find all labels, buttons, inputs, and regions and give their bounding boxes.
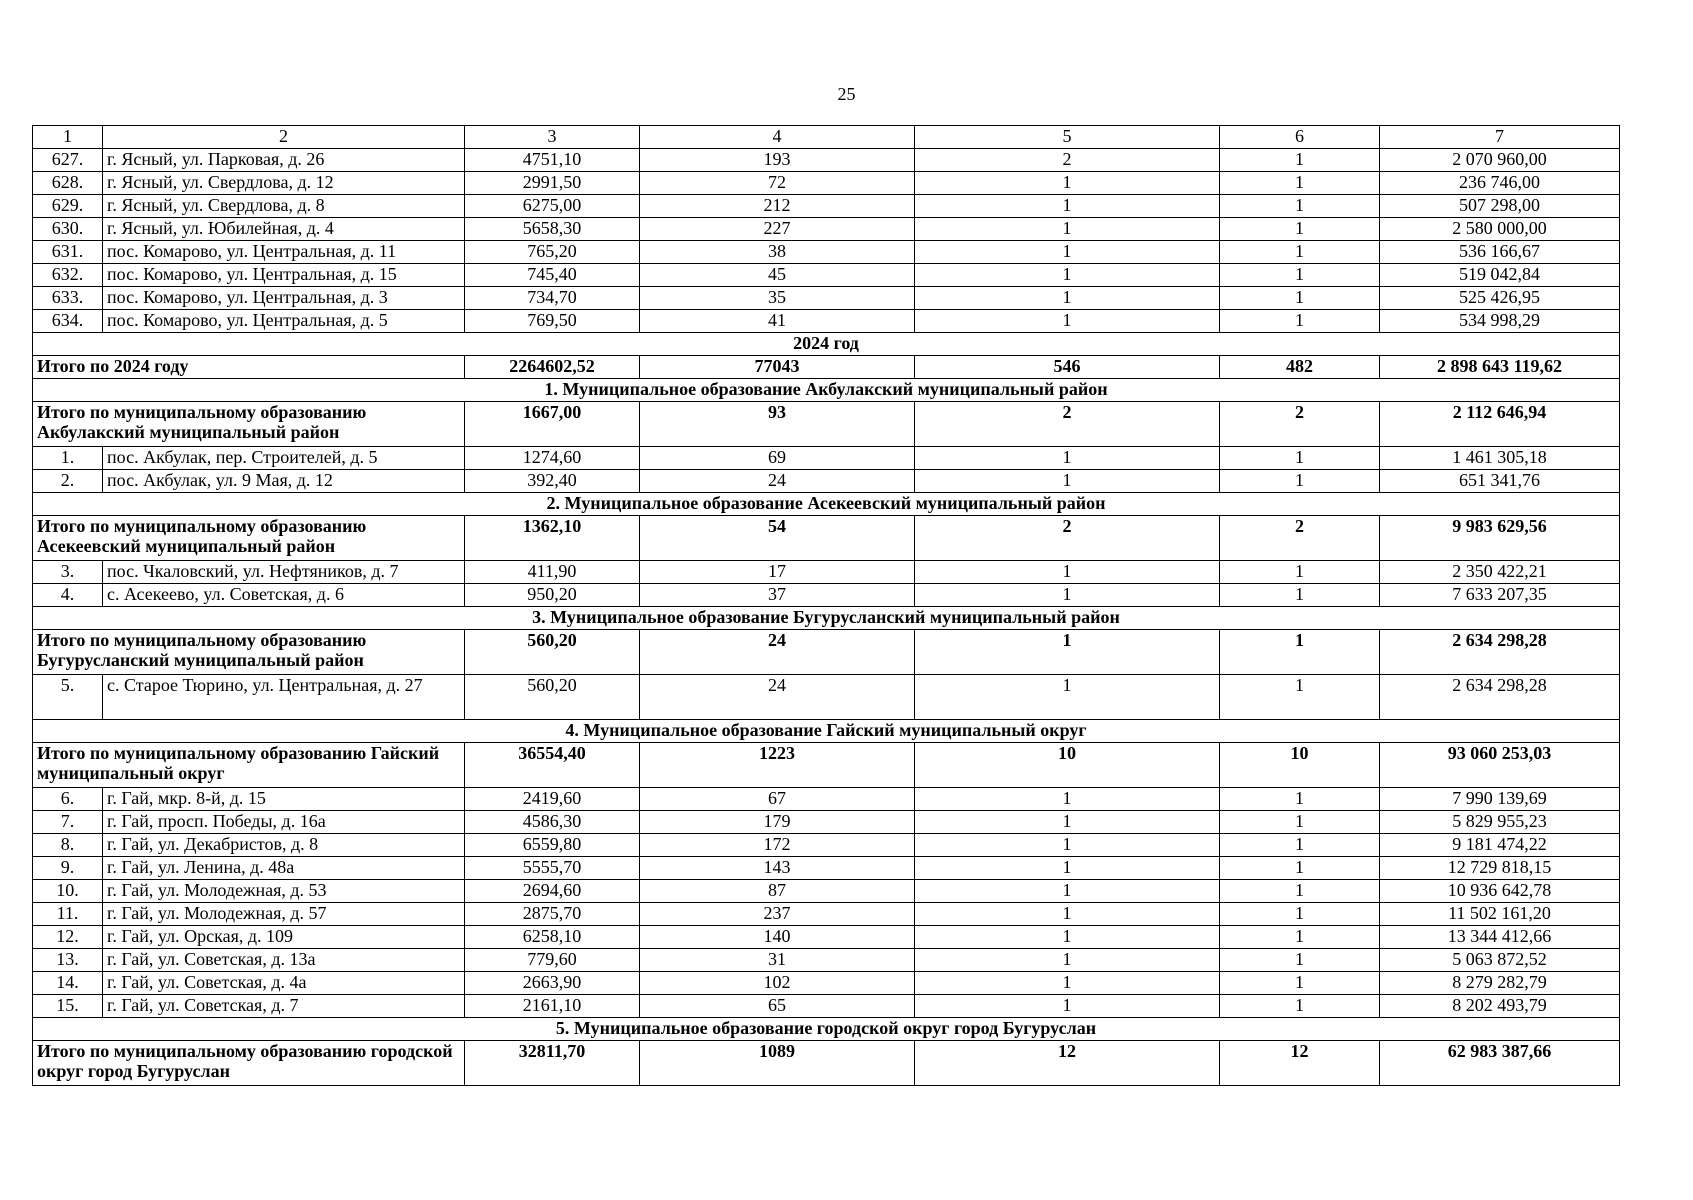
count-cell: 1 <box>1220 241 1380 264</box>
address-cell: пос. Чкаловский, ул. Нефтяников, д. 7 <box>103 561 465 584</box>
address-cell: г. Гай, ул. Советская, д. 7 <box>103 995 465 1018</box>
row-number: 632. <box>33 264 103 287</box>
amount-cell: 2 634 298,28 <box>1380 630 1620 675</box>
count-cell: 1 <box>1220 880 1380 903</box>
area-cell: 765,20 <box>465 241 640 264</box>
table-row <box>33 857 1620 880</box>
subtotal-label: Итого по 2024 году <box>33 356 465 379</box>
count-cell: 1 <box>1220 310 1380 333</box>
row-number: 8. <box>33 834 103 857</box>
residents-cell: 41 <box>640 310 915 333</box>
area-cell: 32811,70 <box>465 1041 640 1086</box>
table-body <box>33 126 1620 1086</box>
address-cell: г. Гай, ул. Молодежная, д. 57 <box>103 903 465 926</box>
residents-cell: 17 <box>640 561 915 584</box>
count-cell: 1 <box>1220 857 1380 880</box>
area-cell: 4751,10 <box>465 149 640 172</box>
area-cell: 2694,60 <box>465 880 640 903</box>
houses-cell: 1 <box>915 788 1220 811</box>
houses-cell: 1 <box>915 264 1220 287</box>
amount-cell: 1 461 305,18 <box>1380 447 1620 470</box>
amount-cell: 536 166,67 <box>1380 241 1620 264</box>
area-cell: 4586,30 <box>465 811 640 834</box>
residents-cell: 69 <box>640 447 915 470</box>
houses-cell: 1 <box>915 561 1220 584</box>
amount-cell: 2 112 646,94 <box>1380 402 1620 447</box>
row-number: 633. <box>33 287 103 310</box>
count-cell: 2 <box>1220 516 1380 561</box>
houses-cell: 2 <box>915 149 1220 172</box>
count-cell: 1 <box>1220 903 1380 926</box>
amount-cell: 8 202 493,79 <box>1380 995 1620 1018</box>
houses-cell: 1 <box>915 630 1220 675</box>
houses-cell: 1 <box>915 880 1220 903</box>
column-number: 6 <box>1220 126 1380 149</box>
houses-cell: 1 <box>915 903 1220 926</box>
count-cell: 1 <box>1220 584 1380 607</box>
row-number: 15. <box>33 995 103 1018</box>
subtotal-row <box>33 402 1620 447</box>
row-number: 1. <box>33 447 103 470</box>
count-cell: 1 <box>1220 811 1380 834</box>
amount-cell: 62 983 387,66 <box>1380 1041 1620 1086</box>
section-title: 5. Муниципальное образование городской округ город Бугуруслан <box>33 1018 1620 1041</box>
residents-cell: 24 <box>640 675 915 720</box>
amount-cell: 2 070 960,00 <box>1380 149 1620 172</box>
amount-cell: 8 279 282,79 <box>1380 972 1620 995</box>
count-cell: 1 <box>1220 995 1380 1018</box>
amount-cell: 651 341,76 <box>1380 470 1620 493</box>
subtotal-label: Итого по муниципальному образованию Асекеевский муниципальный район <box>33 516 465 561</box>
subtotal-row <box>33 356 1620 379</box>
houses-cell: 2 <box>915 402 1220 447</box>
area-cell: 2991,50 <box>465 172 640 195</box>
residents-cell: 38 <box>640 241 915 264</box>
houses-cell: 1 <box>915 675 1220 720</box>
area-cell: 6258,10 <box>465 926 640 949</box>
row-number: 627. <box>33 149 103 172</box>
subtotal-row <box>33 743 1620 788</box>
houses-cell: 1 <box>915 949 1220 972</box>
amount-cell: 9 181 474,22 <box>1380 834 1620 857</box>
area-cell: 6559,80 <box>465 834 640 857</box>
row-number: 628. <box>33 172 103 195</box>
table-row <box>33 675 1620 720</box>
section-title: 2024 год <box>33 333 1620 356</box>
residents-cell: 87 <box>640 880 915 903</box>
address-cell: г. Ясный, ул. Свердлова, д. 8 <box>103 195 465 218</box>
houses-cell: 1 <box>915 972 1220 995</box>
residents-cell: 237 <box>640 903 915 926</box>
table-row <box>33 195 1620 218</box>
subtotal-label: Итого по муниципальному образованию городской округ город Бугуруслан <box>33 1041 465 1086</box>
area-cell: 779,60 <box>465 949 640 972</box>
table-row <box>33 880 1620 903</box>
section-header-row <box>33 607 1620 630</box>
amount-cell: 7 990 139,69 <box>1380 788 1620 811</box>
address-cell: г. Гай, ул. Советская, д. 13а <box>103 949 465 972</box>
area-cell: 1362,10 <box>465 516 640 561</box>
amount-cell: 534 998,29 <box>1380 310 1620 333</box>
area-cell: 769,50 <box>465 310 640 333</box>
housing-table <box>32 125 1620 1086</box>
houses-cell: 1 <box>915 857 1220 880</box>
count-cell: 1 <box>1220 149 1380 172</box>
row-number: 9. <box>33 857 103 880</box>
residents-cell: 143 <box>640 857 915 880</box>
residents-cell: 193 <box>640 149 915 172</box>
table-row <box>33 561 1620 584</box>
row-number: 7. <box>33 811 103 834</box>
count-cell: 10 <box>1220 743 1380 788</box>
row-number: 629. <box>33 195 103 218</box>
residents-cell: 102 <box>640 972 915 995</box>
subtotal-row <box>33 630 1620 675</box>
amount-cell: 525 426,95 <box>1380 287 1620 310</box>
residents-cell: 24 <box>640 470 915 493</box>
count-cell: 1 <box>1220 972 1380 995</box>
area-cell: 392,40 <box>465 470 640 493</box>
houses-cell: 1 <box>915 287 1220 310</box>
address-cell: пос. Акбулак, ул. 9 Мая, д. 12 <box>103 470 465 493</box>
column-number: 5 <box>915 126 1220 149</box>
houses-cell: 1 <box>915 811 1220 834</box>
count-cell: 12 <box>1220 1041 1380 1086</box>
address-cell: с. Старое Тюрино, ул. Центральная, д. 27 <box>103 675 465 720</box>
table-row <box>33 949 1620 972</box>
amount-cell: 236 746,00 <box>1380 172 1620 195</box>
table-row <box>33 287 1620 310</box>
table-row <box>33 218 1620 241</box>
page-number: 25 <box>837 84 856 104</box>
amount-cell: 13 344 412,66 <box>1380 926 1620 949</box>
houses-cell: 1 <box>915 834 1220 857</box>
area-cell: 36554,40 <box>465 743 640 788</box>
section-header-row <box>33 493 1620 516</box>
residents-cell: 179 <box>640 811 915 834</box>
area-cell: 411,90 <box>465 561 640 584</box>
amount-cell: 9 983 629,56 <box>1380 516 1620 561</box>
table-row <box>33 584 1620 607</box>
section-title: 2. Муниципальное образование Асекеевский муниципальный район <box>33 493 1620 516</box>
count-cell: 1 <box>1220 949 1380 972</box>
address-cell: пос. Комарово, ул. Центральная, д. 5 <box>103 310 465 333</box>
houses-cell: 1 <box>915 241 1220 264</box>
row-number: 14. <box>33 972 103 995</box>
residents-cell: 140 <box>640 926 915 949</box>
residents-cell: 35 <box>640 287 915 310</box>
residents-cell: 1223 <box>640 743 915 788</box>
houses-cell: 1 <box>915 195 1220 218</box>
address-cell: г. Ясный, ул. Свердлова, д. 12 <box>103 172 465 195</box>
section-title: 1. Муниципальное образование Акбулакский муниципальный район <box>33 379 1620 402</box>
count-cell: 1 <box>1220 447 1380 470</box>
amount-cell: 10 936 642,78 <box>1380 880 1620 903</box>
table-row <box>33 995 1620 1018</box>
amount-cell: 93 060 253,03 <box>1380 743 1620 788</box>
count-cell: 1 <box>1220 926 1380 949</box>
table-row <box>33 149 1620 172</box>
column-number: 7 <box>1380 126 1620 149</box>
section-title: 4. Муниципальное образование Гайский муниципальный округ <box>33 720 1620 743</box>
houses-cell: 1 <box>915 172 1220 195</box>
row-number: 631. <box>33 241 103 264</box>
table-row <box>33 903 1620 926</box>
subtotal-label: Итого по муниципальному образованию Гайский муниципальный округ <box>33 743 465 788</box>
column-number: 3 <box>465 126 640 149</box>
area-cell: 2419,60 <box>465 788 640 811</box>
table-row <box>33 470 1620 493</box>
amount-cell: 2 634 298,28 <box>1380 675 1620 720</box>
houses-cell: 1 <box>915 470 1220 493</box>
houses-cell: 10 <box>915 743 1220 788</box>
table-row <box>33 972 1620 995</box>
amount-cell: 11 502 161,20 <box>1380 903 1620 926</box>
table-row <box>33 834 1620 857</box>
area-cell: 2663,90 <box>465 972 640 995</box>
row-number: 5. <box>33 675 103 720</box>
table-row <box>33 926 1620 949</box>
count-cell: 1 <box>1220 630 1380 675</box>
area-cell: 1274,60 <box>465 447 640 470</box>
residents-cell: 1089 <box>640 1041 915 1086</box>
count-cell: 1 <box>1220 675 1380 720</box>
residents-cell: 72 <box>640 172 915 195</box>
row-number: 13. <box>33 949 103 972</box>
table-row <box>33 788 1620 811</box>
subtotal-label: Итого по муниципальному образованию Бугурусланский муниципальный район <box>33 630 465 675</box>
count-cell: 1 <box>1220 470 1380 493</box>
table-row <box>33 811 1620 834</box>
address-cell: г. Ясный, ул. Парковая, д. 26 <box>103 149 465 172</box>
houses-cell: 1 <box>915 995 1220 1018</box>
table-row <box>33 310 1620 333</box>
count-cell: 482 <box>1220 356 1380 379</box>
row-number: 4. <box>33 584 103 607</box>
area-cell: 2875,70 <box>465 903 640 926</box>
column-number: 1 <box>33 126 103 149</box>
area-cell: 1667,00 <box>465 402 640 447</box>
address-cell: пос. Комарово, ул. Центральная, д. 11 <box>103 241 465 264</box>
address-cell: г. Гай, ул. Орская, д. 109 <box>103 926 465 949</box>
houses-cell: 2 <box>915 516 1220 561</box>
residents-cell: 65 <box>640 995 915 1018</box>
address-cell: г. Гай, ул. Декабристов, д. 8 <box>103 834 465 857</box>
section-header-row <box>33 720 1620 743</box>
count-cell: 1 <box>1220 264 1380 287</box>
address-cell: пос. Комарово, ул. Центральная, д. 3 <box>103 287 465 310</box>
count-cell: 1 <box>1220 834 1380 857</box>
address-cell: г. Гай, мкр. 8-й, д. 15 <box>103 788 465 811</box>
section-header-row <box>33 1018 1620 1041</box>
count-cell: 1 <box>1220 172 1380 195</box>
residents-cell: 31 <box>640 949 915 972</box>
houses-cell: 12 <box>915 1041 1220 1086</box>
count-cell: 1 <box>1220 287 1380 310</box>
residents-cell: 67 <box>640 788 915 811</box>
address-cell: пос. Акбулак, пер. Строителей, д. 5 <box>103 447 465 470</box>
residents-cell: 45 <box>640 264 915 287</box>
section-title: 3. Муниципальное образование Бугурусланский муниципальный район <box>33 607 1620 630</box>
column-number-row <box>33 126 1620 149</box>
residents-cell: 172 <box>640 834 915 857</box>
subtotal-row <box>33 1041 1620 1086</box>
residents-cell: 212 <box>640 195 915 218</box>
row-number: 10. <box>33 880 103 903</box>
address-cell: г. Гай, ул. Молодежная, д. 53 <box>103 880 465 903</box>
houses-cell: 1 <box>915 310 1220 333</box>
address-cell: г. Ясный, ул. Юбилейная, д. 4 <box>103 218 465 241</box>
count-cell: 2 <box>1220 402 1380 447</box>
amount-cell: 7 633 207,35 <box>1380 584 1620 607</box>
area-cell: 734,70 <box>465 287 640 310</box>
address-cell: г. Гай, просп. Победы, д. 16а <box>103 811 465 834</box>
row-number: 12. <box>33 926 103 949</box>
column-number: 2 <box>103 126 465 149</box>
count-cell: 1 <box>1220 561 1380 584</box>
row-number: 11. <box>33 903 103 926</box>
area-cell: 5658,30 <box>465 218 640 241</box>
amount-cell: 2 580 000,00 <box>1380 218 1620 241</box>
area-cell: 6275,00 <box>465 195 640 218</box>
row-number: 630. <box>33 218 103 241</box>
subtotal-row <box>33 516 1620 561</box>
table-row <box>33 172 1620 195</box>
residents-cell: 77043 <box>640 356 915 379</box>
area-cell: 2264602,52 <box>465 356 640 379</box>
amount-cell: 2 898 643 119,62 <box>1380 356 1620 379</box>
area-cell: 2161,10 <box>465 995 640 1018</box>
row-number: 634. <box>33 310 103 333</box>
table-row <box>33 241 1620 264</box>
residents-cell: 54 <box>640 516 915 561</box>
amount-cell: 507 298,00 <box>1380 195 1620 218</box>
area-cell: 745,40 <box>465 264 640 287</box>
houses-cell: 1 <box>915 447 1220 470</box>
row-number: 6. <box>33 788 103 811</box>
residents-cell: 93 <box>640 402 915 447</box>
table-row <box>33 264 1620 287</box>
area-cell: 950,20 <box>465 584 640 607</box>
amount-cell: 519 042,84 <box>1380 264 1620 287</box>
count-cell: 1 <box>1220 218 1380 241</box>
table-row <box>33 447 1620 470</box>
address-cell: г. Гай, ул. Ленина, д. 48а <box>103 857 465 880</box>
amount-cell: 5 063 872,52 <box>1380 949 1620 972</box>
address-cell: г. Гай, ул. Советская, д. 4а <box>103 972 465 995</box>
address-cell: пос. Комарово, ул. Центральная, д. 15 <box>103 264 465 287</box>
row-number: 3. <box>33 561 103 584</box>
residents-cell: 37 <box>640 584 915 607</box>
column-number: 4 <box>640 126 915 149</box>
houses-cell: 1 <box>915 584 1220 607</box>
section-header-row <box>33 379 1620 402</box>
houses-cell: 546 <box>915 356 1220 379</box>
subtotal-label: Итого по муниципальному образованию Акбулакский муниципальный район <box>33 402 465 447</box>
row-number: 2. <box>33 470 103 493</box>
section-header-row <box>33 333 1620 356</box>
houses-cell: 1 <box>915 926 1220 949</box>
count-cell: 1 <box>1220 195 1380 218</box>
amount-cell: 5 829 955,23 <box>1380 811 1620 834</box>
amount-cell: 2 350 422,21 <box>1380 561 1620 584</box>
residents-cell: 227 <box>640 218 915 241</box>
houses-cell: 1 <box>915 218 1220 241</box>
residents-cell: 24 <box>640 630 915 675</box>
amount-cell: 12 729 818,15 <box>1380 857 1620 880</box>
area-cell: 560,20 <box>465 675 640 720</box>
area-cell: 560,20 <box>465 630 640 675</box>
count-cell: 1 <box>1220 788 1380 811</box>
area-cell: 5555,70 <box>465 857 640 880</box>
address-cell: с. Асекеево, ул. Советская, д. 6 <box>103 584 465 607</box>
